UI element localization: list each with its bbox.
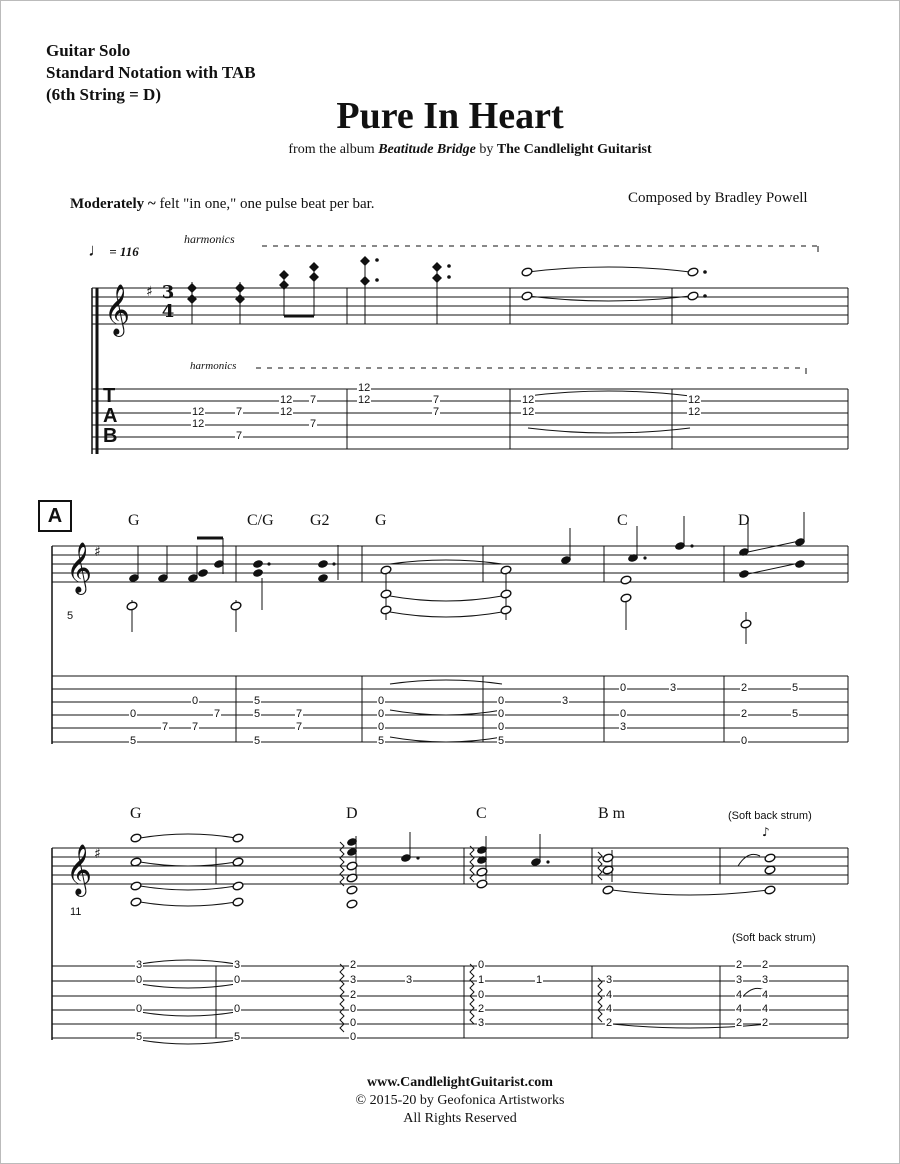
tab-fret-number: 12	[192, 406, 205, 418]
measure-number-11: 11	[70, 906, 82, 918]
chord-symbol: G	[130, 805, 142, 822]
tab-letter-t: T	[103, 385, 116, 407]
harmonics-label-top: harmonics	[184, 232, 235, 246]
tab-fret-number: 7	[192, 721, 199, 733]
tab-fret-number: 0	[378, 695, 385, 707]
footer-rights: All Rights Reserved	[403, 1111, 517, 1126]
tab-fret-number: 3	[606, 974, 613, 986]
tab-fret-number: 3	[350, 974, 357, 986]
tab-fret-number: 3	[736, 974, 743, 986]
tempo-value: = 116	[109, 244, 139, 259]
chord-symbol: C	[617, 512, 628, 529]
tab-fret-number: 2	[741, 708, 748, 720]
tab-fret-number: 12	[688, 406, 701, 418]
strum-label-top: (Soft back strum)	[728, 810, 812, 822]
tab-fret-number: 4	[736, 1003, 743, 1015]
tab-fret-number: 4	[606, 1003, 613, 1015]
tab-fret-number: 3	[406, 974, 413, 986]
chord-symbol: G2	[310, 512, 330, 529]
tab-fret-number: 3	[562, 695, 569, 707]
treble-clef-icon: 𝄞	[104, 284, 131, 335]
tab-fret-number: 7	[214, 708, 221, 720]
tab-fret-number: 7	[310, 418, 317, 430]
tab-fret-number: 0	[130, 708, 137, 720]
tab-fret-number: 7	[236, 430, 243, 442]
rehearsal-mark: A	[38, 500, 72, 532]
quarter-note-icon: ♩	[88, 240, 106, 260]
tab-fret-number: 12	[358, 394, 371, 406]
treble-clef-icon: 𝄞	[66, 542, 93, 593]
tab-fret-number: 5	[254, 695, 261, 707]
subtitle-prefix: from the album	[288, 142, 375, 157]
tab-fret-number: 0	[498, 721, 505, 733]
tab-fret-number: 1	[536, 974, 543, 986]
song-title: Pure In Heart	[336, 95, 564, 137]
chord-symbol: G	[128, 512, 140, 529]
tab-fret-number: 2	[736, 1017, 743, 1029]
sharp-icon: ♯	[94, 544, 101, 560]
tab-fret-number: 0	[136, 1003, 143, 1015]
tab-fret-number: 0	[498, 708, 505, 720]
tab-fret-number: 12	[358, 382, 371, 394]
tab-fret-number: 4	[762, 1003, 769, 1015]
tab-fret-number: 12	[522, 394, 535, 406]
tempo-rest: felt "in one," one pulse beat per bar.	[159, 196, 375, 212]
sharp-icon: ♯	[94, 846, 101, 862]
time-sig-top: 3	[161, 282, 175, 303]
tab-fret-number: 12	[522, 406, 535, 418]
tab-fret-number: 12	[192, 418, 205, 430]
tab-fret-number: 0	[234, 974, 241, 986]
tab-fret-number: 0	[136, 974, 143, 986]
tab-fret-number: 4	[762, 989, 769, 1001]
harmonics-label-tab: harmonics	[190, 360, 237, 372]
footer-url[interactable]: www.CandlelightGuitarist.com	[367, 1075, 553, 1090]
tab-fret-number: 2	[762, 1017, 769, 1029]
tab-fret-number: 7	[236, 406, 243, 418]
tab-fret-number: 0	[378, 721, 385, 733]
tab-fret-number: 4	[606, 989, 613, 1001]
measure-number-5: 5	[67, 610, 74, 622]
tab-fret-number: 7	[296, 721, 303, 733]
grace-note-icon: ♪	[762, 825, 770, 839]
tab-fret-number: 5	[792, 708, 799, 720]
strum-label-tab: (Soft back strum)	[732, 932, 816, 944]
tab-fret-number: 12	[280, 406, 293, 418]
tab-letter-b: B	[103, 425, 118, 447]
tab-fret-number: 0	[478, 959, 485, 971]
tab-fret-number: 3	[670, 682, 677, 694]
tab-fret-number: 0	[478, 989, 485, 1001]
sharp-icon: ♯	[146, 284, 153, 300]
tab-fret-number: 7	[433, 406, 440, 418]
tab-fret-number: 2	[350, 959, 357, 971]
tab-fret-number: 5	[254, 708, 261, 720]
time-sig-bottom: 4	[161, 301, 175, 322]
tab-fret-number: 7	[162, 721, 169, 733]
tab-fret-number: 2	[741, 682, 748, 694]
tab-fret-number: 5	[792, 682, 799, 694]
tab-fret-number: 1	[478, 974, 485, 986]
chord-symbol: G	[375, 512, 387, 529]
tab-fret-number: 3	[620, 721, 627, 733]
tab-letter-a: A	[103, 405, 118, 427]
subtitle-by: by	[479, 142, 494, 157]
tab-fret-number: 2	[762, 959, 769, 971]
header-line-3: (6th String = D)	[46, 85, 161, 104]
tab-fret-number: 0	[378, 708, 385, 720]
tab-fret-number: 2	[606, 1017, 613, 1029]
tab-fret-number: 2	[350, 989, 357, 1001]
tab-fret-number: 0	[620, 708, 627, 720]
tab-fret-number: 5	[130, 735, 137, 747]
treble-clef-icon: 𝄞	[66, 844, 93, 895]
tab-fret-number: 0	[192, 695, 199, 707]
tab-fret-number: 0	[498, 695, 505, 707]
tab-fret-number: 0	[350, 1003, 357, 1015]
tab-fret-number: 7	[433, 394, 440, 406]
tab-fret-number: 4	[736, 989, 743, 1001]
tab-fret-number: 0	[350, 1017, 357, 1029]
tab-fret-number: 12	[688, 394, 701, 406]
tab-fret-number: 2	[736, 959, 743, 971]
chord-symbol: B m	[598, 805, 626, 822]
header-line-2: Standard Notation with TAB	[46, 63, 256, 82]
chord-symbol: C/G	[247, 512, 274, 529]
tab-fret-number: 5	[378, 735, 385, 747]
tab-fret-number: 3	[234, 959, 241, 971]
tab-fret-number: 5	[234, 1031, 241, 1043]
tab-fret-number: 12	[280, 394, 293, 406]
chord-symbol: C	[476, 805, 487, 822]
tab-fret-number: 5	[498, 735, 505, 747]
footer-copyright: © 2015-20 by Geofonica Artistworks	[355, 1093, 565, 1108]
composer-credit: Composed by Bradley Powell	[628, 190, 808, 206]
tab-fret-number: 3	[762, 974, 769, 986]
tempo-bold: Moderately ~	[70, 196, 156, 212]
artist-name: The Candlelight Guitarist	[496, 142, 652, 157]
tab-fret-number: 5	[136, 1031, 143, 1043]
tab-fret-number: 3	[478, 1017, 485, 1029]
chord-symbol: D	[346, 805, 358, 822]
tab-fret-number: 3	[136, 959, 143, 971]
album-name: Beatitude Bridge	[378, 142, 476, 157]
tab-fret-number: 0	[620, 682, 627, 694]
tab-fret-number: 7	[310, 394, 317, 406]
tab-fret-number: 0	[234, 1003, 241, 1015]
tab-fret-number: 0	[350, 1031, 357, 1043]
tab-fret-number: 0	[741, 735, 748, 747]
chord-symbol: D	[738, 512, 750, 529]
tab-fret-number: 2	[478, 1003, 485, 1015]
tab-fret-number: 7	[296, 708, 303, 720]
tab-fret-number: 5	[254, 735, 261, 747]
header-line-1: Guitar Solo	[46, 41, 131, 60]
